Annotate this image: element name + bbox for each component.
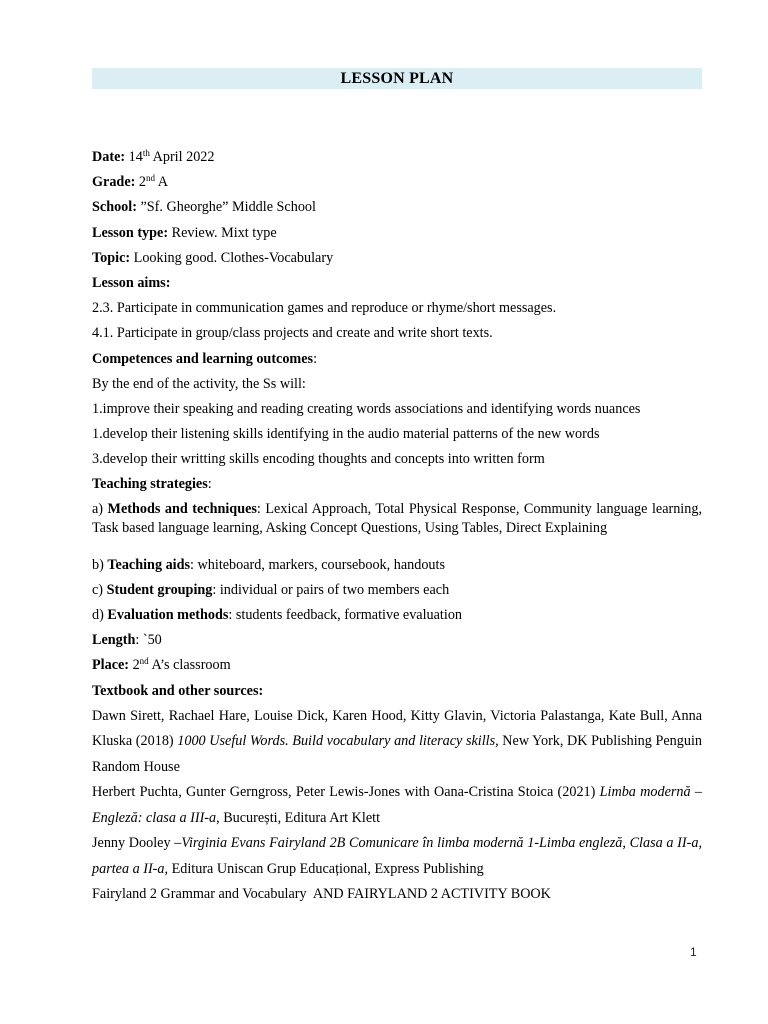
source-reference-1 (92, 704, 702, 781)
grade-label: Grade: (92, 174, 136, 191)
source-1-publisher: New York, DK Publishing Penguin Random House (92, 733, 702, 775)
page-number: 1 (690, 945, 697, 959)
competences-colon: : (313, 350, 318, 367)
lesson-aims-label: Lesson aims: (92, 274, 171, 291)
length-label: Length (92, 632, 136, 649)
source-2-authors: Herbert Puchta, Gunter Gerngross, Peter Lewis-Jones with Oana-Cristina Stoica (2021) (92, 784, 600, 801)
competence-item: 3.develop their writting skills encoding thoughts and concepts into written form (92, 451, 545, 468)
student-grouping-text: : individual or pairs of two members each (212, 581, 450, 598)
competences-label: Competences and learning outcomes (92, 350, 314, 367)
grade-number: 2 (138, 174, 146, 191)
grade-rest: A (157, 174, 168, 191)
competence-item: 1.improve their speaking and reading creating words associations and identifying words nuances (92, 400, 641, 417)
grade-number-suffix: nd (145, 173, 155, 184)
date-day: 14 (128, 149, 143, 165)
teaching-strategies-heading (92, 472, 702, 497)
place-label: Place: (92, 657, 130, 674)
lesson-aim-item: 2.3. Participate in communication games and reproduce or rhyme/short messages. (92, 300, 557, 317)
teaching-aids-line (92, 553, 702, 578)
teaching-strategies-label: Teaching strategies (92, 476, 208, 493)
school-label: School: (92, 199, 137, 216)
place-rest: A’s classroom (151, 657, 231, 674)
methods-label: Methods and techniques (107, 500, 257, 517)
source-3-title: Virginia Evans Fairyland 2B Comunicare în limba modernă 1-Limba engleză, Clasa a II-a, partea a II-a, (92, 835, 702, 877)
grade-line (92, 170, 702, 195)
evaluation-methods-label: Evaluation methods (107, 607, 229, 623)
topic-value: Looking good. Clothes-Vocabulary (133, 249, 334, 266)
source-3-authors: Jenny Dooley – (92, 835, 182, 852)
source-reference-4: Fairyland 2 Grammar and Vocabulary AND FAIRYLAND 2 ACTIVITY BOOK (92, 886, 551, 903)
lesson-aims-heading (92, 271, 702, 296)
paragraph-gap (92, 539, 702, 553)
teaching-aids-prefix: b) (92, 556, 108, 573)
source-reference-2 (92, 780, 702, 831)
lesson-type-line (92, 221, 702, 246)
evaluation-methods-line (92, 603, 702, 628)
evaluation-methods-prefix: d) (92, 607, 108, 623)
date-label: Date: (92, 149, 126, 165)
source-2-title: Limba modernă –Engleză: clasa a III-a (92, 784, 702, 826)
date-rest: April 2022 (152, 149, 215, 165)
sources-heading (92, 679, 702, 704)
methods-paragraph (92, 498, 702, 539)
date-day-suffix: th (142, 148, 150, 158)
sources-label: Textbook and other sources: (92, 682, 264, 699)
lesson-plan-body (92, 145, 702, 907)
student-grouping-line (92, 578, 702, 603)
competence-item: 1.develop their listening skills identifying in the audio material patterns of the new words (92, 426, 600, 443)
teaching-aids-text: : whiteboard, markers, coursebook, handouts (190, 556, 445, 573)
topic-label: Topic: (92, 249, 131, 266)
methods-prefix: a) (92, 500, 108, 517)
student-grouping-prefix: c) (92, 581, 107, 598)
length-line (92, 628, 702, 653)
competences-intro: By the end of the activity, the Ss will: (92, 375, 306, 392)
lesson-type-label: Lesson type: (92, 224, 169, 241)
teaching-strategies-colon: : (207, 476, 212, 493)
source-1-title: 1000 Useful Words. Build vocabulary and literacy skills, (177, 733, 499, 750)
place-number-suffix: nd (139, 656, 149, 667)
student-grouping-label: Student grouping (106, 581, 213, 598)
lesson-type-value: Review. Mixt type (171, 224, 277, 241)
page-title: LESSON PLAN (92, 68, 702, 89)
school-value: ”Sf. Gheorghe” Middle School (140, 199, 316, 216)
teaching-aids-label: Teaching aids (107, 556, 191, 573)
lesson-aim-item: 4.1. Participate in group/class projects and create and write short texts. (92, 325, 493, 342)
source-1-authors: Dawn Sirett, Rachael Hare, Louise Dick, Karen Hood, Kitty Glavin, Victoria Palastanga, Kate Bull, Anna Kluska (2018) (92, 707, 702, 750)
source-reference-3 (92, 831, 702, 882)
evaluation-methods-text: : students feedback, formative evaluation (228, 607, 463, 623)
methods-text: : Lexical Approach, Total Physical Response, Community language learning, Task based language learning, Asking Concept Questions, Using Tables, Direct Explaining (92, 500, 702, 537)
place-number: 2 (132, 657, 140, 674)
place-line (92, 653, 702, 678)
source-3-publisher: Editura Uniscan Grup Educațional, Express Publishing (168, 860, 484, 877)
date-line (92, 145, 702, 170)
source-2-publisher: , București, Editura Art Klett (216, 809, 381, 826)
length-value: : `50 (135, 632, 162, 649)
topic-line (92, 246, 702, 271)
competences-heading (92, 347, 702, 372)
school-line (92, 195, 702, 220)
